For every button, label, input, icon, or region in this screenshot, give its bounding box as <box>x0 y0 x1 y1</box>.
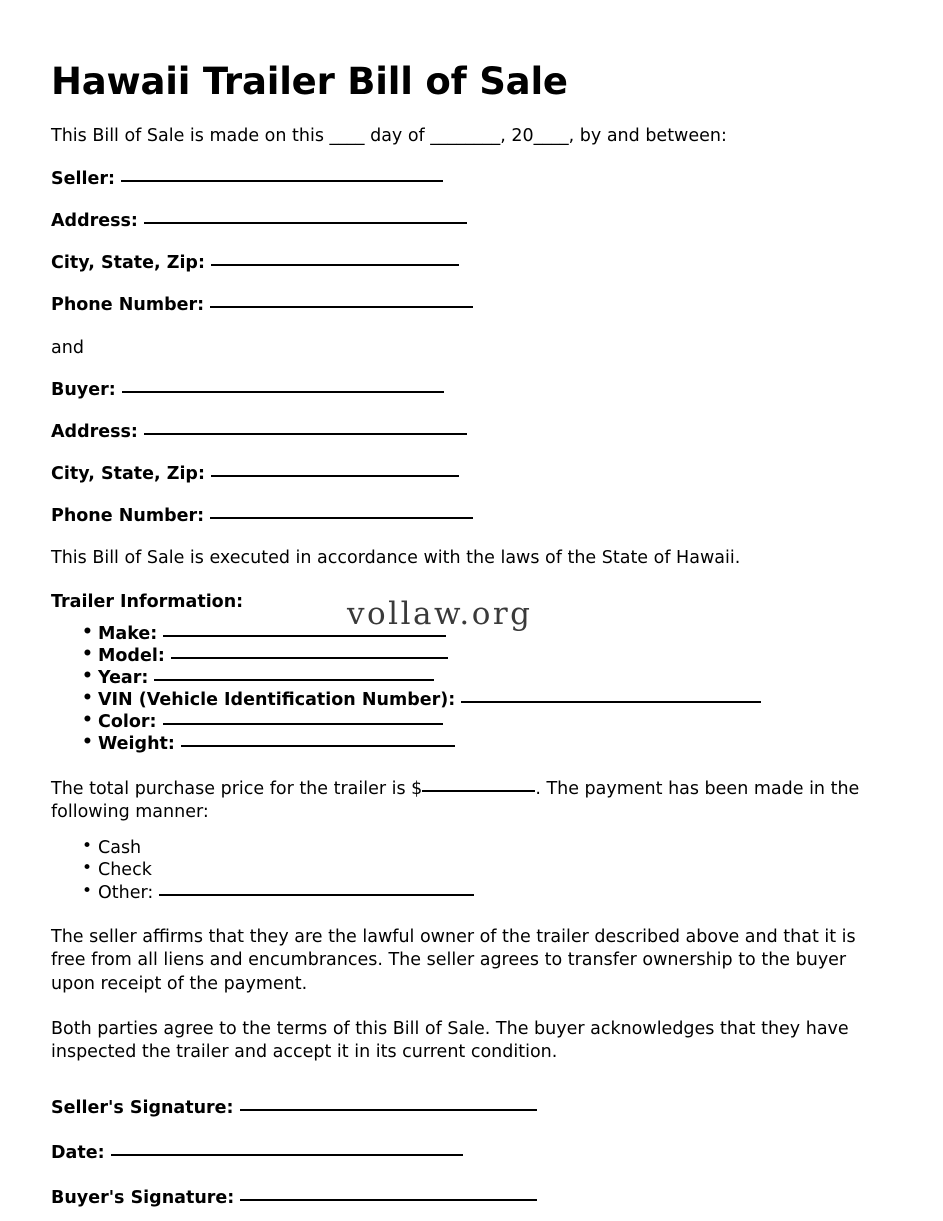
buyer-address-blank[interactable] <box>144 433 467 435</box>
trailer-information-heading: Trailer Information: <box>51 592 244 613</box>
seller-phone-label: Phone Number: <box>51 294 205 315</box>
list-item-color <box>51 711 892 733</box>
model-blank[interactable] <box>171 657 448 659</box>
purchase-price-text-after: . The payment has been made in the following manner: <box>51 778 860 822</box>
list-item-weight <box>51 733 892 755</box>
vin-blank[interactable] <box>461 701 761 703</box>
seller-name-field <box>51 148 892 190</box>
purchase-price-paragraph <box>51 756 892 825</box>
list-item-cash <box>51 837 892 859</box>
purchase-price-blank[interactable] <box>422 790 535 792</box>
seller-address-field <box>51 190 892 232</box>
parties-connector: and <box>51 337 84 358</box>
seller-address-label: Address: <box>51 210 138 231</box>
year-label: Year: <box>98 668 149 689</box>
check-label: Check <box>98 860 152 881</box>
vin-label: VIN (Vehicle Identification Number): <box>98 690 456 711</box>
governing-law-paragraph: This Bill of Sale is executed in accordance with the laws of the State of Hawaii. <box>51 547 741 568</box>
seller-phone-field <box>51 274 892 316</box>
buyer-signature-label: Buyer's Signature: <box>51 1187 235 1208</box>
make-label: Make: <box>98 624 158 645</box>
weight-blank[interactable] <box>181 745 455 747</box>
date-blank[interactable] <box>111 1154 463 1156</box>
signature-block <box>51 1065 892 1209</box>
seller-phone-blank[interactable] <box>210 306 473 308</box>
seller-name-label: Seller: <box>51 168 115 189</box>
seller-name-blank[interactable] <box>121 180 443 182</box>
make-blank[interactable] <box>163 635 446 637</box>
buyer-signature-blank[interactable] <box>240 1199 537 1201</box>
list-item-vin <box>51 689 892 711</box>
watermark: vollaw.org <box>347 596 533 632</box>
buyer-phone-label: Phone Number: <box>51 505 205 526</box>
seller-address-blank[interactable] <box>144 222 467 224</box>
color-label: Color: <box>98 712 157 733</box>
date-field <box>51 1119 892 1164</box>
buyer-address-label: Address: <box>51 421 138 442</box>
buyer-phone-field <box>51 485 892 527</box>
weight-label: Weight: <box>98 734 175 755</box>
agreement-paragraph: Both parties agree to the terms of this Bill of Sale. The buyer acknowledges that they have inspected the trailer and accept it in its current condition. <box>51 1019 849 1063</box>
cash-label: Cash <box>98 838 142 859</box>
model-label: Model: <box>98 646 165 667</box>
list-item-model <box>51 645 892 667</box>
buyer-city-state-zip-blank[interactable] <box>211 475 459 477</box>
seller-city-state-zip-label: City, State, Zip: <box>51 252 205 273</box>
buyer-address-field <box>51 401 892 443</box>
other-label: Other: <box>98 882 154 903</box>
seller-city-state-zip-blank[interactable] <box>211 264 459 266</box>
page-title: Hawaii Trailer Bill of Sale <box>51 60 568 103</box>
buyer-signature-field <box>51 1164 892 1209</box>
purchase-price-text-before: The total purchase price for the trailer is $ <box>51 778 423 799</box>
list-item-make <box>51 623 892 645</box>
buyer-city-state-zip-label: City, State, Zip: <box>51 463 205 484</box>
list-item-year <box>51 667 892 689</box>
list-item-other <box>51 882 892 904</box>
seller-signature-blank[interactable] <box>240 1109 537 1111</box>
seller-city-state-zip-field <box>51 232 892 274</box>
buyer-name-field <box>51 359 892 401</box>
date-label: Date: <box>51 1142 105 1163</box>
color-blank[interactable] <box>163 723 443 725</box>
buyer-name-blank[interactable] <box>122 391 444 393</box>
payment-method-list <box>51 824 892 904</box>
intro-paragraph: This Bill of Sale is made on this ____ day of ________, 20____, by and between: <box>51 125 727 146</box>
buyer-city-state-zip-field <box>51 443 892 485</box>
trailer-information-list <box>51 612 892 755</box>
seller-signature-label: Seller's Signature: <box>51 1097 234 1118</box>
buyer-phone-blank[interactable] <box>210 517 473 519</box>
buyer-name-label: Buyer: <box>51 379 116 400</box>
year-blank[interactable] <box>154 679 434 681</box>
other-blank[interactable] <box>159 894 474 896</box>
affirmation-paragraph: The seller affirms that they are the lawful owner of the trailer described above and that it is free from all liens and encumbrances. The seller agrees to transfer ownership to the buyer upon receipt of the payment. <box>51 927 856 994</box>
seller-signature-field <box>51 1074 892 1119</box>
list-item-check <box>51 859 892 881</box>
